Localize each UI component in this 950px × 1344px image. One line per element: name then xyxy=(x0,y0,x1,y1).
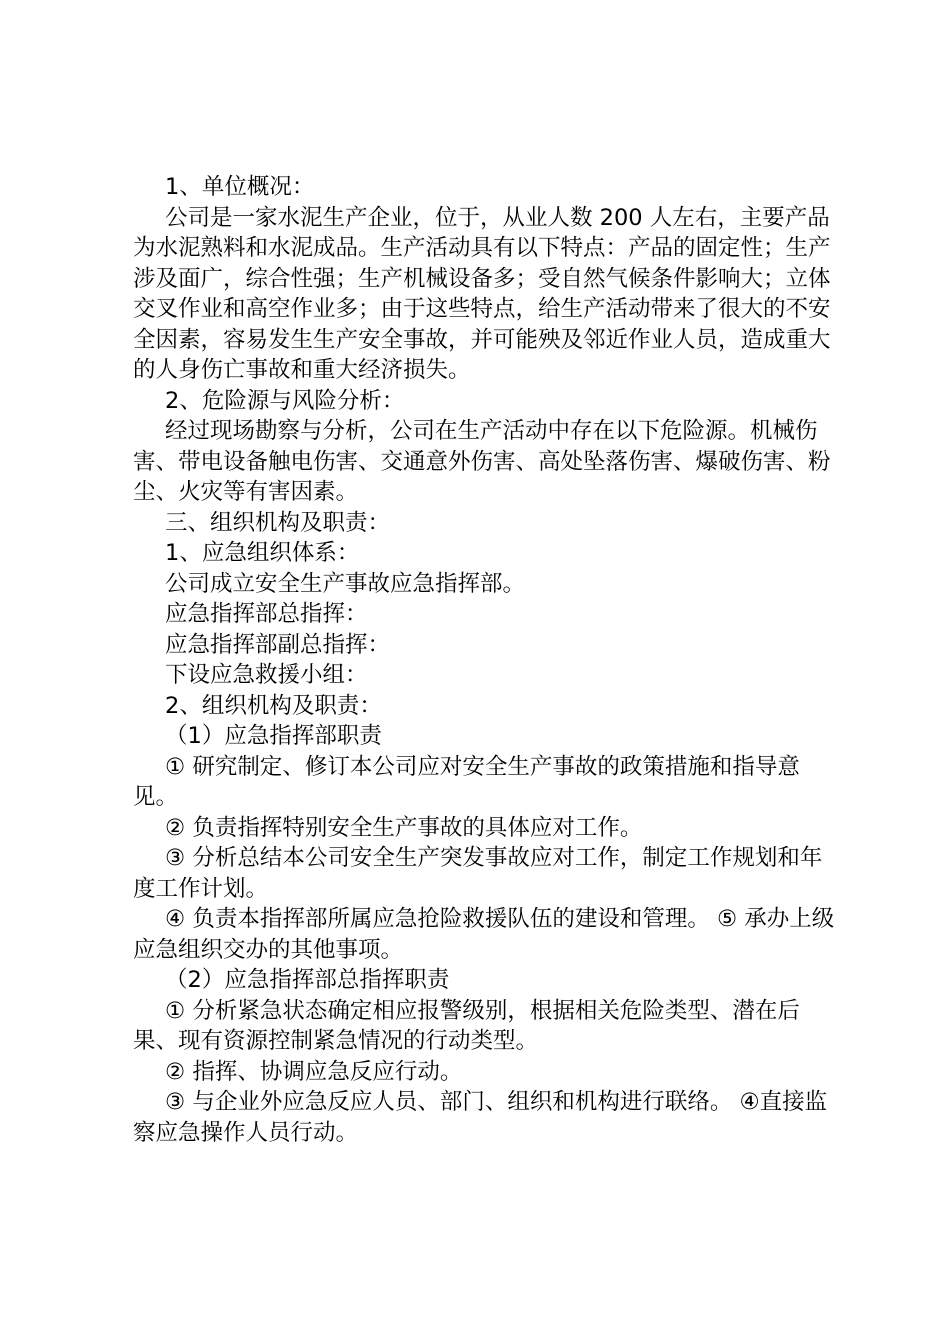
paragraph-hazard-sources: 经过现场勘察与分析，公司在生产活动中存在以下危险源。机械伤害、带电设备触电伤害、交通意外伤害、高处坠落伤害、爆破伤害、粉尘、火灾等有害因素。 xyxy=(133,418,831,505)
list-item-duty-2: ② 负责指挥特别安全生产事故的具体应对工作。 xyxy=(165,814,643,841)
subheading-org-duties: 2、组织机构及职责： xyxy=(165,692,382,719)
list-item-duty-3: ③ 分析总结本公司安全生产突发事故应对工作，制定工作规划和年度工作计划。 xyxy=(133,845,823,902)
paragraph-command-established: 公司成立安全生产事故应急指挥部。 xyxy=(165,570,526,597)
line-rescue-teams: 下设应急救援小组： xyxy=(165,662,368,688)
section-heading-organization: 三、组织机构及职责： xyxy=(165,509,391,536)
section-heading-hazard-analysis: 2、危险源与风险分析： xyxy=(165,387,405,414)
list-item-commander-duty-1: ① 分析紧急状态确定相应报警级别，根据相关危险类型、潜在后果、现有资源控制紧急情况的行动类型。 xyxy=(133,997,800,1054)
section-heading-unit-overview: 1、单位概况： xyxy=(165,174,315,200)
subheading-command-duties: （1）应急指挥部职责 xyxy=(165,723,382,749)
line-commander-in-chief: 应急指挥部总指挥： xyxy=(165,601,368,627)
list-item-duty-4-5: ④ 负责本指挥部所属应急抢险救援队伍的建设和管理。 ⑤ 承办上级应急组织交办的其他事项。 xyxy=(133,906,835,963)
line-deputy-commander: 应急指挥部副总指挥： xyxy=(165,631,391,658)
subheading-commander-duties: （2）应急指挥部总指挥职责 xyxy=(165,967,450,993)
paragraph-company-overview: 公司是一家水泥生产企业，位于，从业人数 200 人左右，主要产品为水泥熟料和水泥成品。生产活动具有以下特点：产品的固定性；生产涉及面广，综合性强；生产机械设备多；受自然气候条件影响大；立体交叉作业和高空作业多；由于这些特点，给生产活动带来了很大的不安全因素，容易发生生产安全事故，并可能殃及邻近作业人员，造成重大的人身伤亡事故和重大经济损失。 xyxy=(133,204,831,383)
document-page xyxy=(133,172,843,1148)
list-item-commander-duty-3-4: ③ 与企业外应急反应人员、部门、组织和机构进行联络。 ④直接监察应急操作人员行动。 xyxy=(133,1089,828,1146)
subheading-emergency-system: 1、应急组织体系： xyxy=(165,540,360,566)
list-item-commander-duty-2: ② 指挥、协调应急反应行动。 xyxy=(165,1058,463,1085)
list-item-duty-1: ① 研究制定、修订本公司应对安全生产事故的政策措施和指导意见。 xyxy=(133,753,800,810)
